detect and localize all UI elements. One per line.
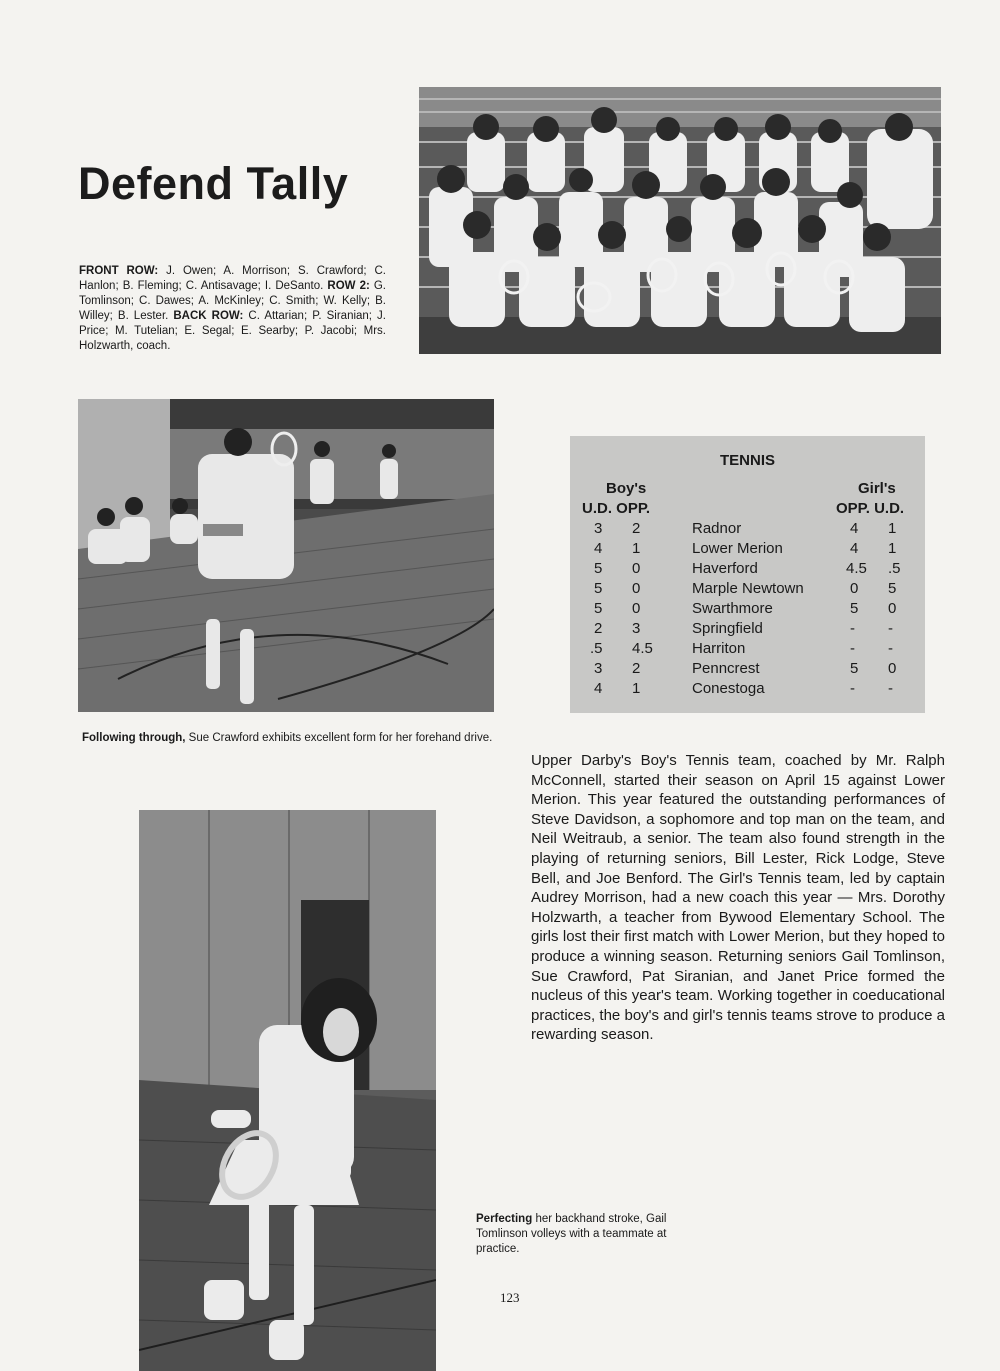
- girls-opp: 4: [850, 520, 859, 537]
- girls-ud: 0: [888, 660, 897, 677]
- girls-header: Girl's: [858, 480, 896, 497]
- table-row: [570, 580, 925, 600]
- boys-opp: 2: [632, 660, 641, 677]
- school: Springfield: [692, 620, 763, 637]
- boys-opp: 0: [632, 560, 641, 577]
- page-number: 123: [500, 1290, 520, 1305]
- forehand-caption-lead: Following through,: [82, 732, 186, 744]
- girls-opp: 5: [850, 660, 859, 677]
- school: Lower Merion: [692, 540, 783, 557]
- boys-opp: 4.5: [632, 640, 653, 657]
- boys-ud: 4: [594, 680, 603, 697]
- back-row-names: C. Attarian; P. Siranian; J. Price; M. Tutelian; E. Segal; E. Searby; P. Jacobi; Mrs. Holzwarth, coach.: [79, 310, 386, 352]
- forehand-caption-text: Sue Crawford exhibits excellent form for her forehand drive.: [185, 732, 493, 744]
- forehand-caption: [82, 731, 498, 746]
- table-row: [570, 660, 925, 680]
- table-row: [570, 560, 925, 580]
- girls-opp: -: [850, 680, 855, 697]
- school: Harriton: [692, 640, 746, 657]
- boys-opp: 3: [632, 620, 641, 637]
- article-body: Upper Darby's Boy's Tennis team, coached by Mr. Ralph McConnell, started their season on April 15 against Lower Merion. This year featured the outstanding performances of Steve Davidson, a sophomore and top man on the team, and Neil Weitraub, a senior. The team also found strength in the playing of returning seniors, Bill Lester, Rick Lodge, Steve Bell, and Joe Benford. The Girl's Tennis team, led by captain Audrey Morrison, had a new coach this year — Mrs. Dorothy Holzwarth, a teacher from Bywood Elementary School. The girls lost their first match with Lower Merion, but they hoped to produce a winning season. Returning seniors Gail Tomlinson, Sue Crawford, Pat Siranian, and Janet Price formed the nucleus of this year's team. Working together in coeducational practices, the boy's and girl's tennis teams strove to produce a rewarding season.: [531, 752, 945, 1044]
- school: Radnor: [692, 520, 742, 537]
- boys-ud: .5: [590, 640, 603, 657]
- backhand-caption-lead: Perfecting: [476, 1213, 533, 1225]
- school: Swarthmore: [692, 600, 773, 617]
- girls-opp: 0: [850, 580, 859, 597]
- girls-ud: -: [888, 620, 893, 637]
- front-row-names: J. Owen; A. Morrison; S. Crawford; C. Hanlon; B. Fleming; C. Antisavage; I. DeSanto.: [79, 265, 386, 292]
- row2-label: ROW 2:: [327, 280, 370, 292]
- boys-ud: 3: [594, 660, 603, 677]
- back-row-label: BACK ROW:: [173, 310, 244, 322]
- boys-opp: 1: [632, 540, 641, 557]
- front-row-label: FRONT ROW:: [79, 265, 159, 277]
- page-title: Defend Tally: [78, 158, 349, 209]
- table-row: [570, 640, 925, 660]
- boys-ud: 4: [594, 540, 603, 557]
- backhand-caption-text: her backhand stroke, Gail Tomlinson volleys with a teammate at practice.: [476, 1213, 667, 1255]
- team-photo: [419, 87, 941, 354]
- table-row: [570, 540, 925, 560]
- school: Haverford: [692, 560, 758, 577]
- backhand-photo: [139, 810, 436, 1371]
- table-title: TENNIS: [719, 452, 775, 469]
- girls-ud: 0: [888, 600, 897, 617]
- row2-names: G. Tomlinson; C. Dawes; A. McKinley; C. Smith; W. Kelly; B. Willey; B. Lester.: [79, 280, 387, 322]
- school: Conestoga: [692, 680, 765, 697]
- girls-opp: 4.5: [846, 560, 867, 577]
- tennis-scores-table: [570, 436, 925, 713]
- boys-opp: 0: [632, 580, 641, 597]
- forehand-photo: [78, 399, 494, 712]
- school: Penncrest: [692, 660, 760, 677]
- boys-ud: 3: [594, 520, 603, 537]
- table-row: [570, 680, 925, 700]
- boys-ud: 5: [594, 580, 603, 597]
- table-row: [570, 620, 925, 640]
- girls-columns-header: OPP. U.D.: [836, 500, 905, 517]
- boys-opp: 1: [632, 680, 641, 697]
- boys-columns-header: U.D. OPP.: [582, 500, 651, 517]
- boys-opp: 2: [632, 520, 641, 537]
- boys-opp: 0: [632, 600, 641, 617]
- boys-ud: 5: [594, 600, 603, 617]
- boys-ud: 5: [594, 560, 603, 577]
- backhand-caption: [476, 1212, 696, 1257]
- boys-header: Boy's: [606, 480, 647, 497]
- girls-ud: 1: [888, 540, 897, 557]
- girls-ud: .5: [888, 560, 901, 577]
- girls-ud: 1: [888, 520, 897, 537]
- girls-ud: -: [888, 680, 893, 697]
- girls-ud: -: [888, 640, 893, 657]
- girls-opp: -: [850, 640, 855, 657]
- table-row: [570, 520, 925, 540]
- table-row: [570, 600, 925, 620]
- girls-opp: -: [850, 620, 855, 637]
- girls-opp: 5: [850, 600, 859, 617]
- team-photo-caption: [79, 264, 386, 354]
- girls-ud: 5: [888, 580, 897, 597]
- boys-ud: 2: [594, 620, 603, 637]
- girls-opp: 4: [850, 540, 859, 557]
- school: Marple Newtown: [692, 580, 804, 597]
